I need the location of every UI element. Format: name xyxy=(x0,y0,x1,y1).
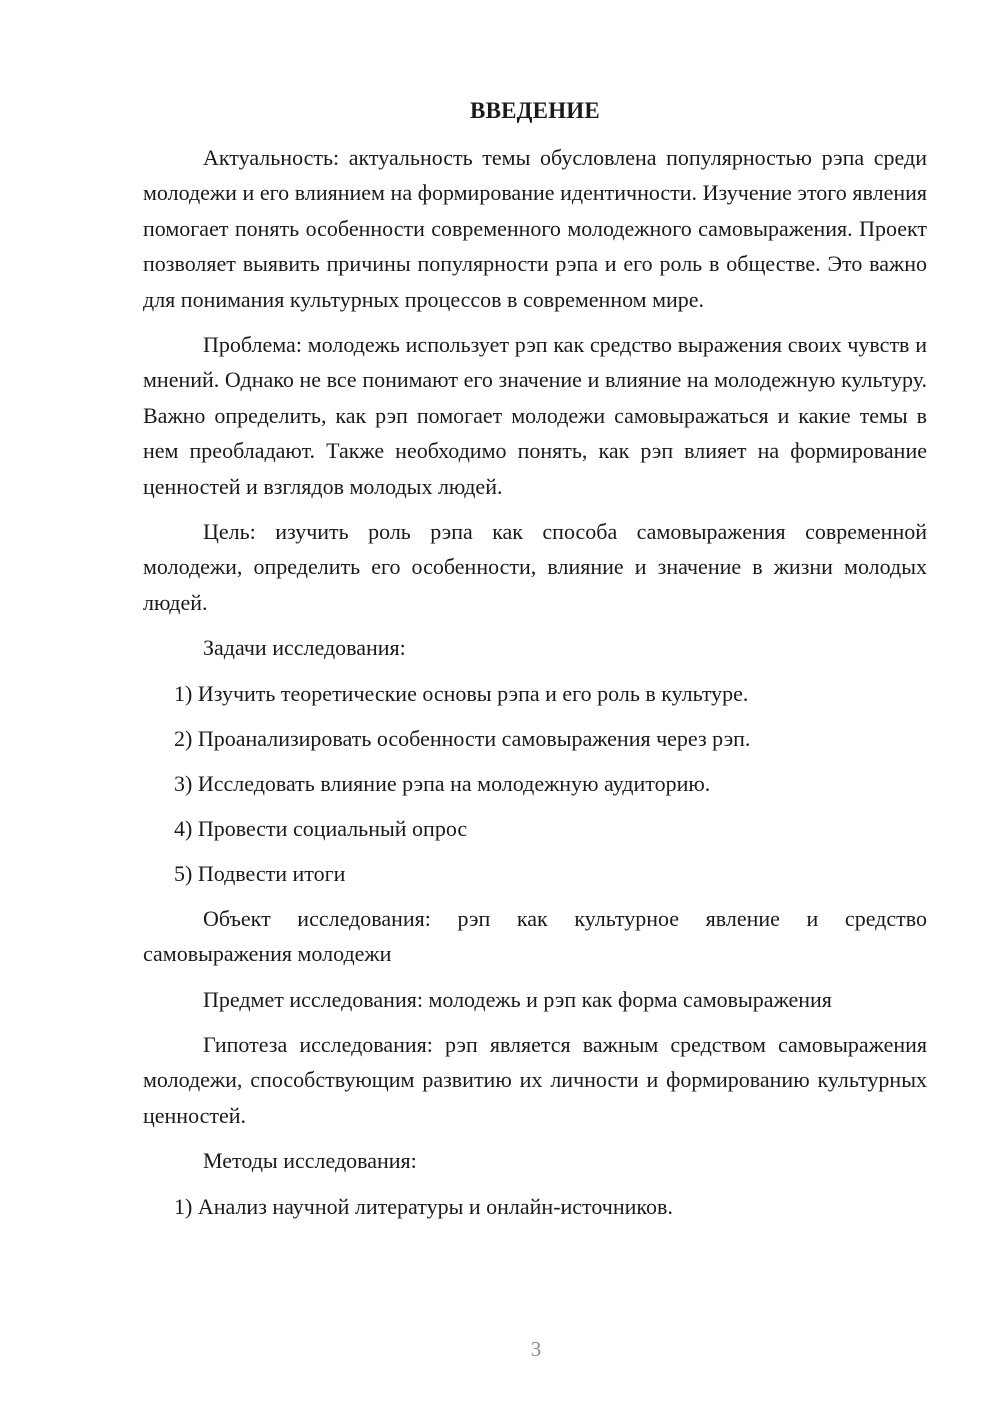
task-item-3: 3) Исследовать влияние рэпа на молодежную аудиторию. xyxy=(174,770,711,796)
task-item-2: 2) Проанализировать особенности самовыражения через рэп. xyxy=(174,725,751,751)
object-paragraph: Объект исследования: рэп как культурное явление и средство самовыражения молодежи xyxy=(143,905,927,967)
goal-paragraph: Цель: изучить роль рэпа как способа самовыражения современной молодежи, определить его особенности, влияние и значение в жизни молодых людей. xyxy=(143,519,927,615)
section-title: ВВЕДЕНИЕ xyxy=(470,98,600,123)
task-item-4: 4) Провести социальный опрос xyxy=(174,815,468,841)
method-item-1: 1) Анализ научной литературы и онлайн-источников. xyxy=(174,1193,673,1219)
tasks-heading: Задачи исследования: xyxy=(203,635,406,661)
task-item-1: 1) Изучить теоретические основы рэпа и его роль в культуре. xyxy=(174,680,749,706)
relevance-paragraph: Актуальность: актуальность темы обусловлена популярностью рэпа среди молодежи и его влиянием на формирование идентичности. Изучение этого явления помогает понять особенности современного молодежного самовыражения. Проект позволяет выявить причины популярности рэпа и его роль в обществе. Это важно для понимания культурных процессов в современном мире. xyxy=(143,145,927,312)
hypothesis-paragraph: Гипотеза исследования: рэп является важным средством самовыражения молодежи, способствующим развитию их личности и формированию культурных ценностей. xyxy=(143,1031,927,1128)
page-number: 3 xyxy=(530,1337,542,1361)
document-page xyxy=(143,96,927,1234)
problem-paragraph: Проблема: молодежь использует рэп как средство выражения своих чувств и мнений. Однако не все понимают его значение и влияние на молодежную культуру. Важно определить, как рэп помогает молодежи самовыражаться и какие темы в нем преобладают. Также необходимо понять, как рэп влияет на формирование ценностей и взглядов молодых людей. xyxy=(143,332,927,499)
subject-paragraph: Предмет исследования: молодежь и рэп как форма самовыражения xyxy=(203,986,832,1012)
task-item-5: 5) Подвести итоги xyxy=(174,860,346,886)
methods-heading: Методы исследования: xyxy=(203,1148,417,1174)
